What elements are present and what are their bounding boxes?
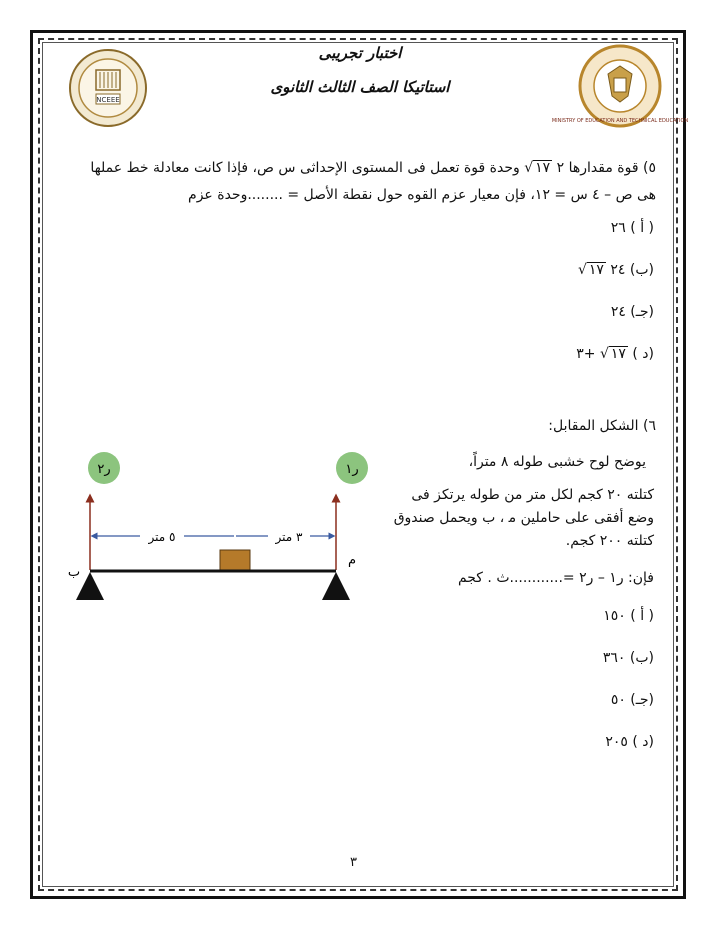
q5-option-d-sqrt: ١٧	[610, 346, 626, 362]
q6-line4: كتلته ٢٠٠ كجم.	[565, 533, 654, 549]
q5-option-c: (جـ) ٢٤	[610, 304, 654, 320]
q6-option-a: ( أ ) ١٥٠	[603, 608, 654, 624]
beam-diagram	[60, 440, 380, 620]
q6-line3: وضع أفقى على حاملين ﻣ ، ب ويحمل صندوق	[393, 510, 654, 526]
exam-title: اختبار تجريبى	[318, 44, 402, 62]
support-b-icon	[76, 572, 104, 600]
support-a-icon	[322, 572, 350, 600]
q5-number: ٥)	[643, 160, 656, 176]
nceee-logo	[68, 48, 148, 128]
q6-option-d: (د ) ٢٠٥	[605, 734, 654, 750]
q5-option-b	[578, 262, 654, 278]
sqrt-sign-icon: √	[599, 346, 609, 362]
q6-option-b: (ب) ٣٦٠	[602, 650, 654, 666]
label-5m: ٥ متر	[148, 530, 176, 544]
q5-line1	[56, 160, 656, 176]
q5-text-a: قوة مقدارها ٢	[556, 160, 639, 176]
q5-option-d-prefix: (د )	[632, 346, 654, 362]
label-b: ب	[67, 565, 81, 580]
q5-text-b: وحدة قوة تعمل فى المستوى الإحداثى س ص، فإذا كانت معادلة خط عملها	[90, 160, 520, 176]
q5-line2: هى ص – ٤ س = ١٢، فإن معيار عزم القوه حول نقطة الأصل = ........وحدة عزم	[188, 187, 656, 203]
page-number: ٣	[350, 855, 357, 870]
ministry-logo	[551, 44, 689, 128]
q5-option-a: ( أ ) ٢٦	[610, 220, 654, 236]
q6-line5: فإن: ﺭ١ – ﺭ٢ =............ث . كجم	[457, 570, 654, 586]
q6-line2: كتلته ٢٠ كجم لكل متر من طوله يرتكز فى	[411, 487, 654, 503]
sqrt-sign-icon: √	[577, 262, 587, 278]
label-3m: ٣ متر	[275, 530, 303, 544]
label-r1: ر١	[345, 462, 359, 477]
ministry-logo-text: MINISTRY OF EDUCATION AND TECHNICAL EDUCATION	[551, 118, 689, 124]
q5-option-b-sqrt: ١٧	[588, 262, 604, 278]
box-weight	[220, 550, 250, 570]
q6-intro-text: الشكل المقابل:	[548, 418, 639, 434]
q6-line1: يوضح لوح خشبى طوله ٨ متراً،	[468, 454, 646, 470]
label-r2: ر٢	[97, 462, 111, 477]
q5-option-d-suffix: +٣	[576, 346, 596, 362]
q5-sqrt: ١٧	[535, 160, 551, 176]
q5-option-b-prefix: (ب) ٢٤	[610, 262, 654, 278]
nceee-logo-text: NCEEE	[96, 96, 120, 104]
q6-intro	[548, 418, 656, 434]
q6-option-c: (جـ) ٥٠	[610, 692, 654, 708]
exam-subtitle: استاتيكا الصف الثالث الثانوى	[270, 78, 450, 96]
q5-option-d	[576, 346, 654, 362]
sqrt-sign-icon: √	[524, 160, 534, 176]
label-a: م	[347, 553, 357, 568]
q6-number: ٦)	[643, 418, 656, 434]
